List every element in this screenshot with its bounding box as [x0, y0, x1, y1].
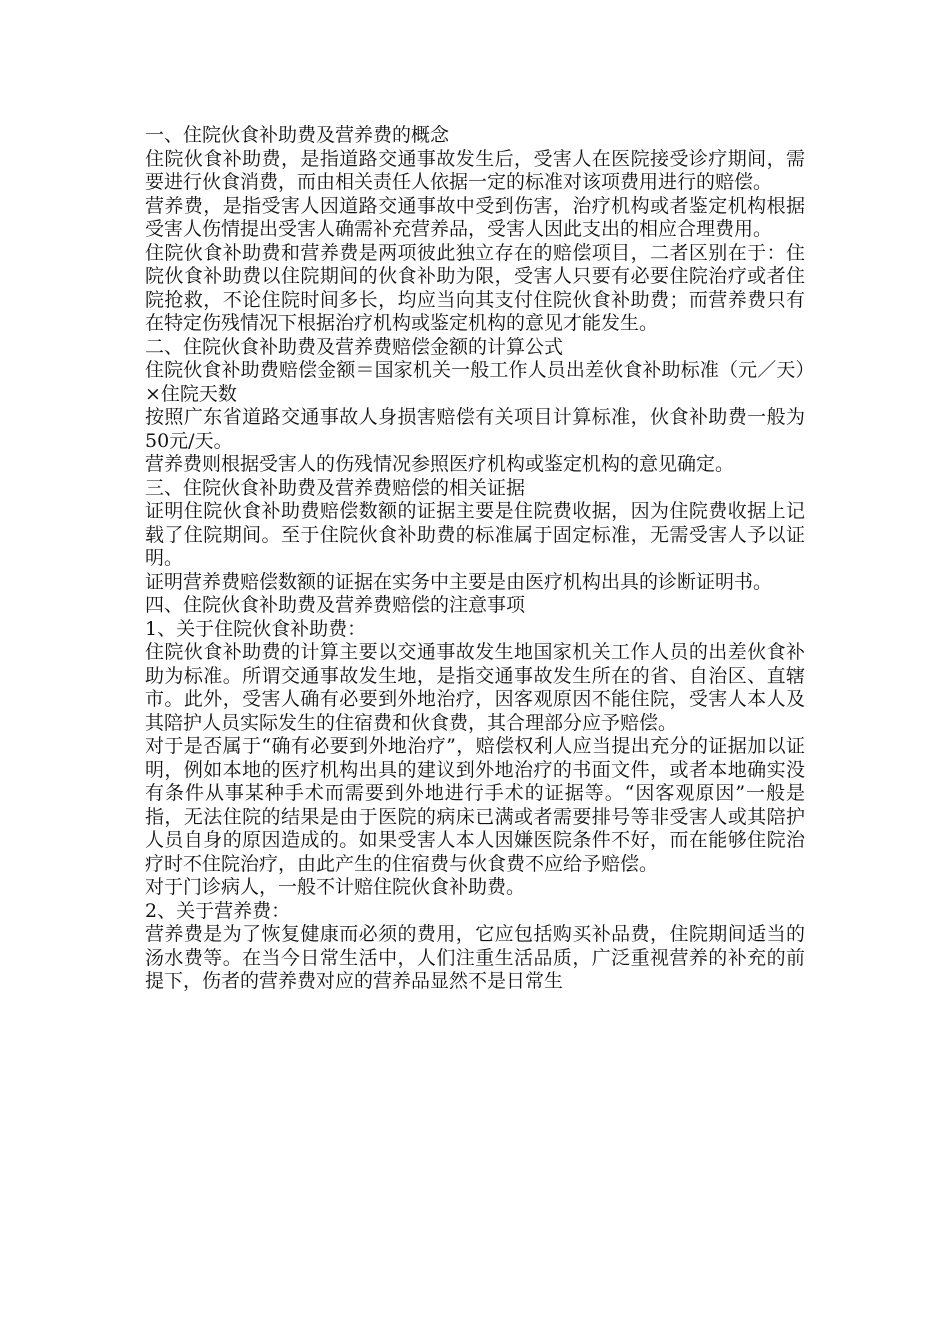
subheading-nutrition: 2、关于营养费： [145, 899, 291, 922]
subheading-meal-subsidy: 1、关于住院伙食补助费： [145, 617, 367, 640]
heading-section-3: 三、住院伙食补助费及营养费赔偿的相关证据 [145, 476, 526, 499]
paragraph-nutrition-scope: 营养费是为了恢复健康而必须的费用，它应包括购买补品费，住院期间适当的汤水费等。在当今日常生活中，人们注重生活品质，广泛重视营养的补充的前提下，伤者的营养费对应的营养品显然不是日常生 [145, 923, 805, 992]
paragraph-outside-treatment: 对于是否属于“确有必要到外地治疗”，赔偿权利人应当提出充分的证据加以证明，例如本地的医疗机构出具的建议到外地治疗的书面文件，或者本地确实没有条件从事某种手术而需要到外地进行手术的证据等。“因客观原因”一般是指，无法住院的结果是由于医院的病床已满或者需要排号等非受害人或其陪护人员自身的原因造成的。如果受害人本人因嫌医院条件不好，而在能够住院治疗时不住院治疗，由此产生的住宿费与伙食费不应给予赔偿。 [145, 735, 805, 875]
paragraph-meal-calculation: 住院伙食补助费的计算主要以交通事故发生地国家机关工作人员的出差伙食补助为标准。所谓交通事故发生地，是指交通事故发生所在的省、自治区、直辖市。此外，受害人确有必要到外地治疗，因客观原因不能住院，受害人本人及其陪护人员实际发生的住宿费和伙食费，其合理部分应予赔偿。 [145, 641, 805, 734]
paragraph-nutrition-definition: 营养费，是指受害人因道路交通事故中受到伤害，治疗机构或者鉴定机构根据受害人伤情提出受害人确需补充营养品，受害人因此支出的相应合理费用。 [145, 194, 805, 240]
paragraph-guangdong-standard: 按照广东省道路交通事故人身损害赔偿有关项目计算标准，伙食补助费一般为50元/天。 [145, 406, 805, 452]
paragraph-meal-subsidy-definition: 住院伙食补助费，是指道路交通事故发生后，受害人在医院接受诊疗期间，需要进行伙食消费，而由相关责任人依据一定的标准对该项费用进行的赔偿。 [145, 147, 805, 193]
paragraph-meal-evidence: 证明住院伙食补助费赔偿数额的证据主要是住院费收据，因为住院费收据上记载了住院期间。至于住院伙食补助费的标准属于固定标准，无需受害人予以证明。 [145, 500, 805, 569]
paragraph-difference: 住院伙食补助费和营养费是两项彼此独立存在的赔偿项目，二者区别在于：住院伙食补助费以住院期间的伙食补助为限，受害人只要有必要住院治疗或者住院抢救，不论住院时间多长，均应当向其支付住院伙食补助费；而营养费只有在特定伤残情况下根据治疗机构或鉴定机构的意见才能发生。 [145, 241, 805, 334]
paragraph-formula: 住院伙食补助费赔偿金额＝国家机关一般工作人员出差伙食补助标准（元／天）×住院天数 [145, 359, 805, 405]
heading-section-2: 二、住院伙食补助费及营养费赔偿金额的计算公式 [145, 335, 564, 358]
heading-section-1: 一、住院伙食补助费及营养费的概念 [145, 124, 450, 146]
heading-section-4: 四、住院伙食补助费及营养费赔偿的注意事项 [145, 594, 526, 616]
paragraph-outpatient: 对于门诊病人，一般不计赔住院伙食补助费。 [145, 876, 526, 898]
document-body [145, 124, 805, 994]
paragraph-nutrition-determination: 营养费则根据受害人的伤残情况参照医疗机构或鉴定机构的意见确定。 [145, 453, 735, 475]
paragraph-nutrition-evidence: 证明营养费赔偿数额的证据在实务中主要是由医疗机构出具的诊断证明书。 [145, 570, 773, 593]
